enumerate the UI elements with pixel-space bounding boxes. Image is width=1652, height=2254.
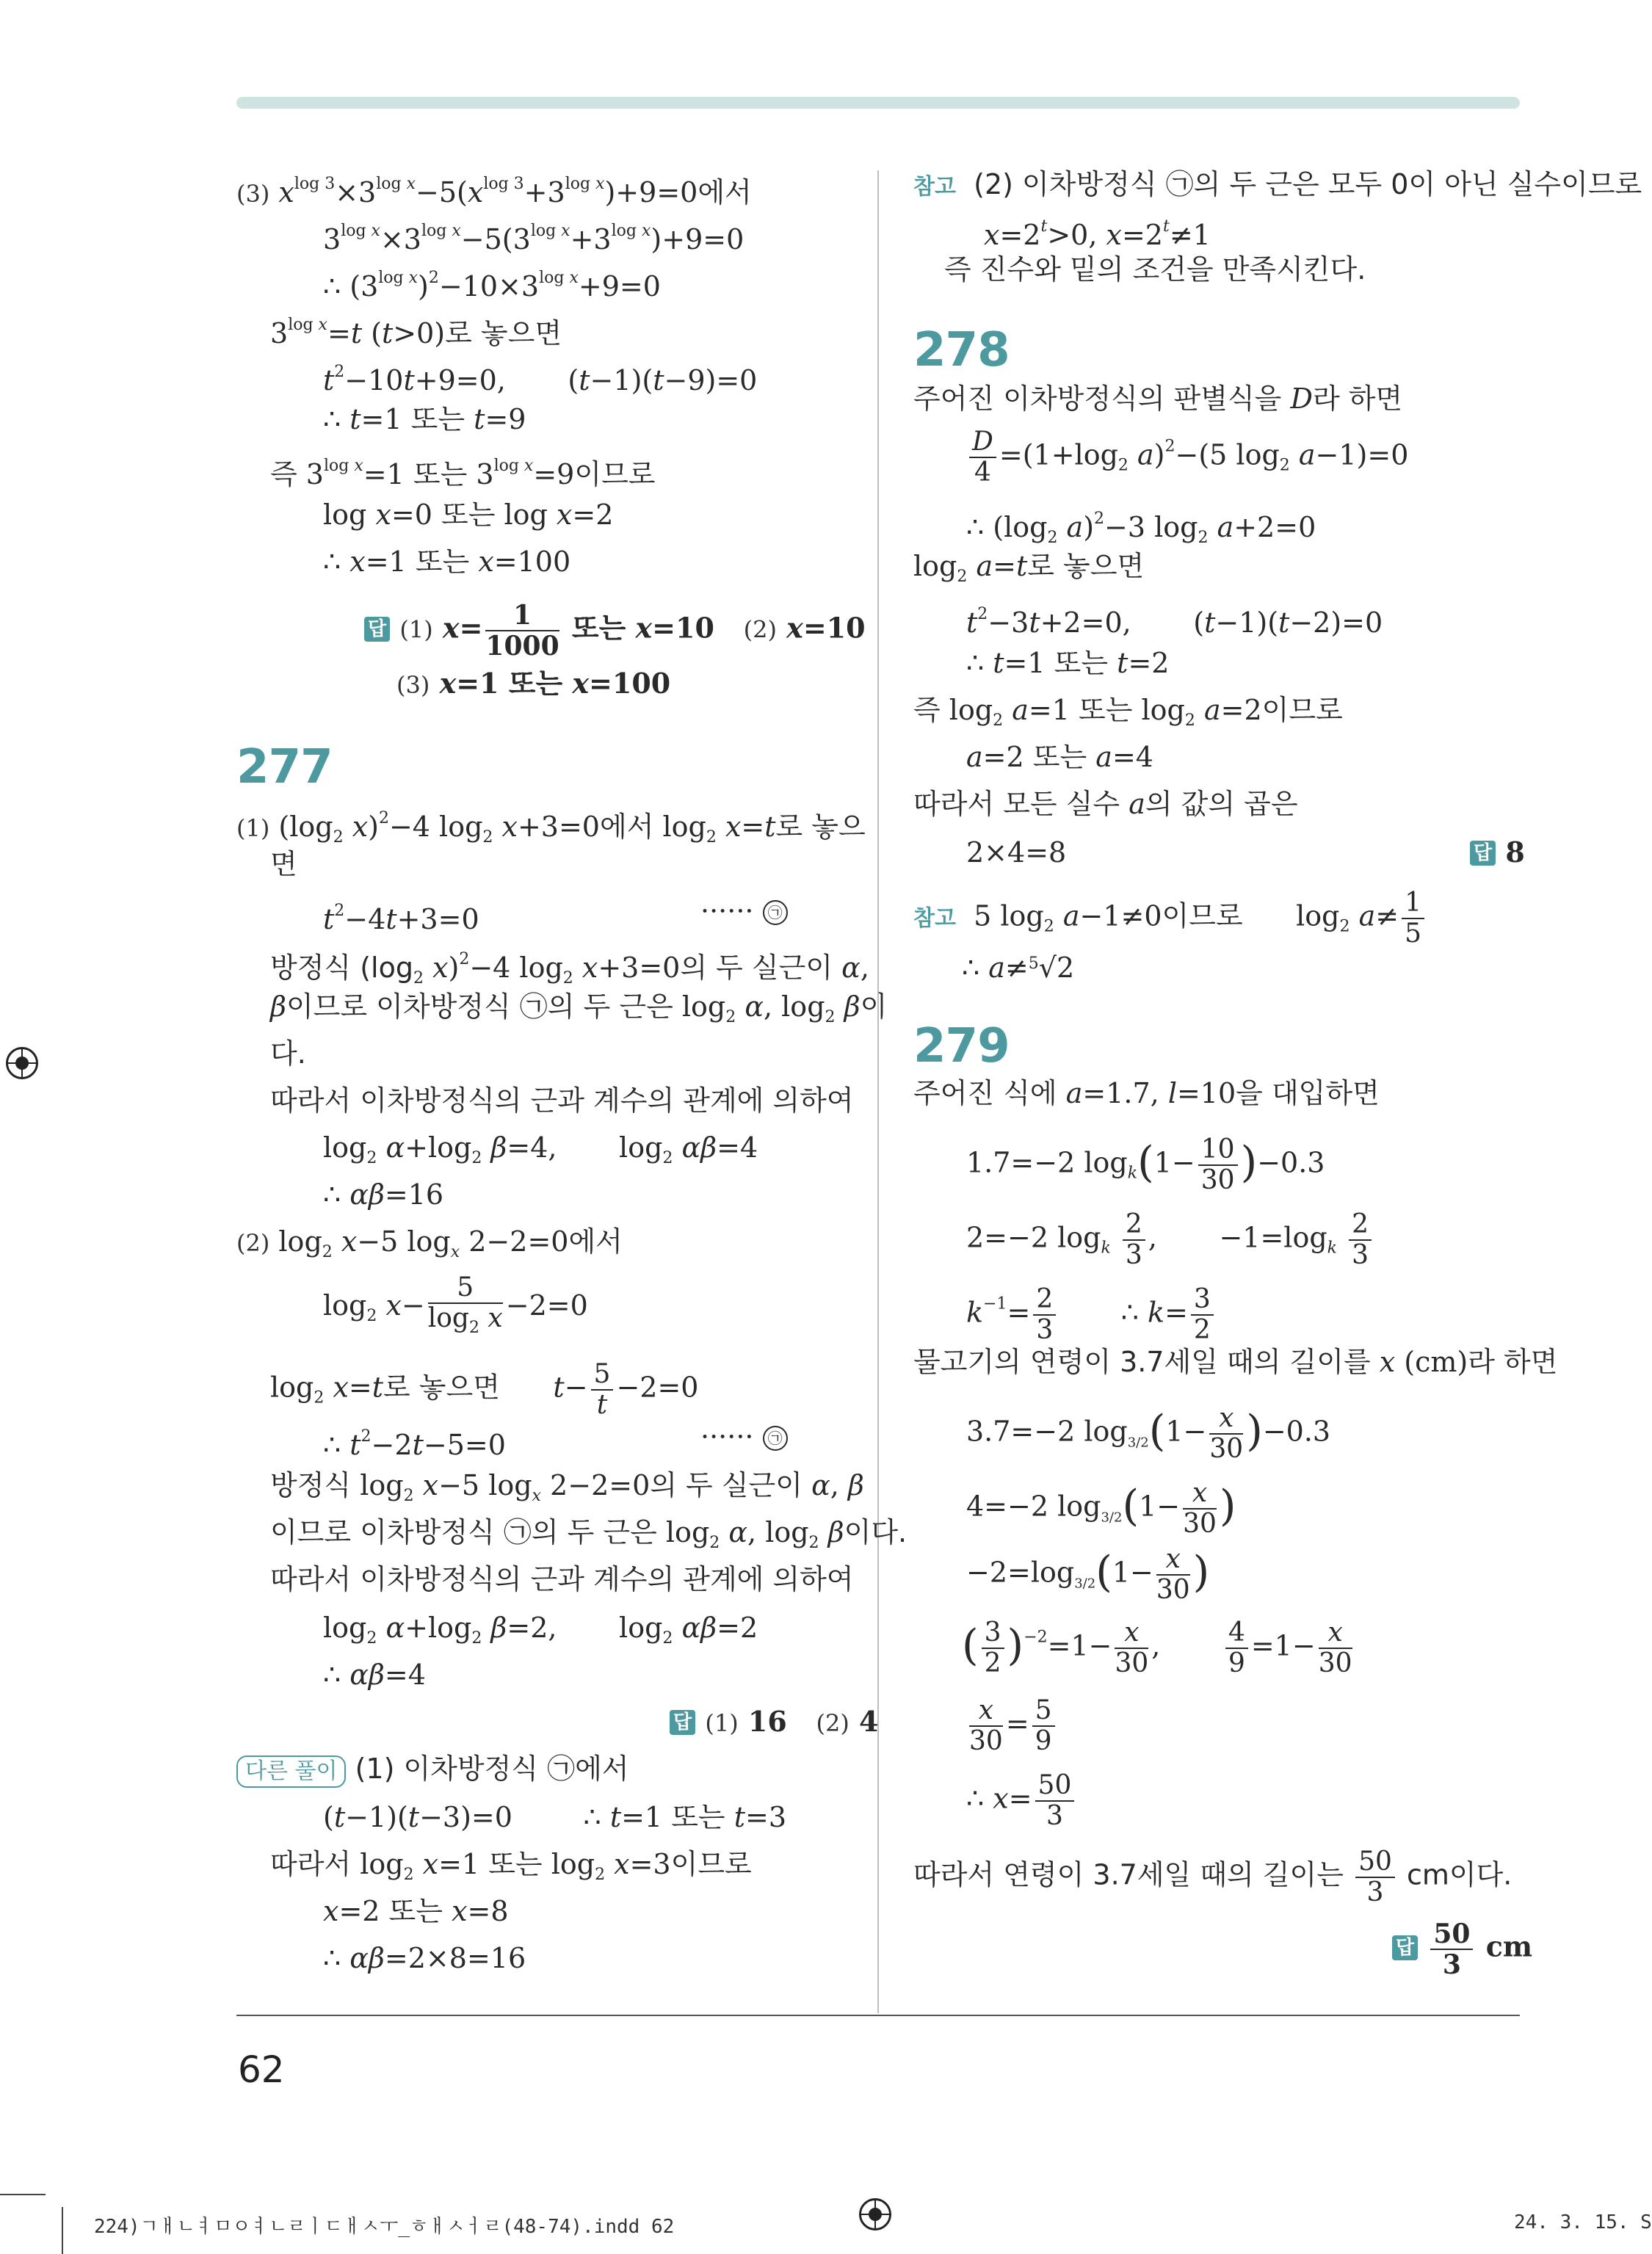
eq-278-line10: 2×4=8 (966, 836, 1067, 869)
eq-277-1-line2: $t^2-4t+3=0$ ······ ㉠ (323, 894, 479, 936)
eq-277-2-line7: 따라서 이차방정식의 근과 계수의 관계에 의하여 (270, 1563, 854, 1595)
note-label: 참고 (913, 174, 956, 200)
header-bar (236, 97, 1520, 109)
answer-279: 답 $\frac{50}{3}$ cm (1392, 1919, 1532, 1979)
eq-278-line6: ∴ t=1 또는 t=2 (966, 647, 1170, 679)
eq-279-line6: 3.7=−2 $\log_{3/2}(1-$ $\frac{x}{30}$ )−0.3 (966, 1403, 1331, 1464)
eq-277-1-line3: 방정식 ($\log_2$ x)$^2$−4 $\log_2 x+3=0$의 두 실근이 α, (270, 950, 869, 988)
note-278-line2: ∴ a≠$^5$√2 (962, 952, 1075, 984)
alt-277-line2: 따라서 $\log_2 x=1$ 또는 $\log_2 x=3$이므로 (270, 1848, 752, 1884)
eq-277-2-line2: $\log_2 x-$ $\frac{5}{\log_2 x}$ −2=0 (323, 1272, 588, 1337)
answer-277: 답 (1) 16 (2) 4 (670, 1705, 879, 1740)
answer-278: 답 8 (1470, 836, 1525, 869)
eq-279-line2: 1.7=−2 $\log_k(1-$ $\frac{10}{30}$ )−0.3 (966, 1134, 1325, 1195)
circle-marker: ㉠ (763, 900, 788, 925)
eq-277-1-line5: 다. (270, 1037, 306, 1070)
eq-277-1-line1b: 면 (270, 848, 297, 880)
circle-marker: ㉠ (763, 1426, 788, 1451)
eq-277-1-line4: β이므로 이차방정식 ㉠의 두 근은 $\log_2 \alpha$, $\log_2 \beta$이 (270, 990, 888, 1026)
note-276-line3: 즉 진수와 밑의 조건을 만족시킨다. (944, 253, 1366, 286)
alt-solution-277: 다른 풀이 (1) 이차방정식 ㉠에서 (236, 1752, 629, 1788)
eq-278-line9: 따라서 모든 실수 a의 값의 곱은 (913, 788, 1298, 820)
problem-number-278: 278 (913, 323, 1010, 377)
problem-number-277: 277 (236, 740, 333, 794)
eq-277-2-line4: ∴ $t^2-2t-5=0$ ······ ㉠ (323, 1420, 506, 1462)
eq-276-3-line6: ∴ t=1 또는 t=9 (323, 403, 526, 435)
eq-277-2-line6: 이므로 이차방정식 ㉠의 두 근은 $\log_2 \alpha$, $\log_2 \beta$이다. (270, 1516, 907, 1552)
footer-rule (236, 2015, 1520, 2016)
eq-278-line3: ∴ ($\log_2$ a)$^2$−3 $\log_2 a+2=0$ (966, 510, 1316, 547)
eq-278-line1: 주어진 이차방정식의 판별식을 D라 하면 (913, 383, 1403, 415)
eq-277-1-line7: $\log_2 \alpha+\log_2$ β=4, $\log_2 \alpha\beta=4$ (323, 1131, 758, 1167)
eq-276-3-line8: log x=0 또는 log x=2 (323, 499, 614, 531)
eq-277-1-line6: 따라서 이차방정식의 근과 계수의 관계에 의하여 (270, 1084, 854, 1117)
eq-278-line8: a=2 또는 a=4 (966, 741, 1153, 773)
note-276: 참고 (2) 이차방정식 ㉠의 두 근은 모두 0이 아닌 실수이므로 (913, 168, 1642, 200)
answer-276-line1: 답 (1) x= $\frac{1}{1000}$ 또는 x=10 (2) x=10 (364, 601, 866, 661)
eq-276-3-line5: $t^2-10t+9=0$, (t−1)(t−9)=0 (323, 363, 758, 396)
note-278: 참고 5 $\log_2 a-1\ne 0$이므로 $\log_2 a\ne$ $\frac{1}{5}$ (913, 888, 1427, 949)
eq-279-line8: $-2=\log_{3/2}(1-$ $\frac{x}{30}$ ) (966, 1544, 1210, 1605)
footer-file: 224)ㄱㅐㄴㅕㅁㅇㅕㄴㄹㅣㄷㅐㅅㅜ_ㅎㅐㅅㅓㄹ(48-74).indd 62 (94, 2216, 675, 2238)
problem-number-279: 279 (913, 1019, 1010, 1073)
eq-277-2-line5: 방정식 $\log_2 x-5$ $\log_x 2-2=0$의 두 실근이 α, β (270, 1469, 864, 1505)
eq-277-2-line1: (2) $\log_2 x-5$ $\log_x 2-2=0$에서 (236, 1225, 623, 1261)
answer-badge: 답 (670, 1710, 695, 1735)
page-number: 62 (238, 2048, 285, 2091)
answer-badge: 답 (1392, 1935, 1418, 1960)
note-label: 참고 (913, 905, 956, 932)
eq-276-3-line3: ∴ $(3^{log x})^2-10\times 3^{log x}+9=0$ (323, 269, 661, 302)
registration-mark-icon (6, 1047, 38, 1079)
eq-278-line2: $\frac{D}{4}$ $=(1+\log_2$ a)$^2$−(5 $\log_2 a-1)=0$ (966, 427, 1408, 488)
eq-277-1-line1: (1) ($\log_2$ x)$^2$−4 $\log_2 x+3=0$에서 $\log_2 x=t$로 놓으 (236, 809, 866, 847)
answer-badge: 답 (1470, 841, 1496, 866)
eq-277-2-line9: ∴ αβ=4 (323, 1659, 426, 1691)
alt-solution-label: 다른 풀이 (236, 1755, 346, 1788)
eq-279-line1: 주어진 식에 a=1.7, l=10을 대입하면 (913, 1077, 1380, 1109)
answer-276-line2: (3) x=1 또는 x=100 (396, 667, 671, 700)
eq-279-line10: $\frac{x}{30}$ = $\frac{5}{9}$ (966, 1696, 1058, 1756)
eq-276-3-line4: $3^{log x}=t$ (t>0)로 놓으면 (270, 316, 562, 349)
alt-277-line1: (t−1)(t−3)=0 ∴ t=1 또는 t=3 (323, 1801, 787, 1833)
eq-279-line11: ∴ x= $\frac{50}{3}$ (966, 1771, 1077, 1831)
answer-badge: 답 (364, 617, 390, 642)
eq-276-3-line9: ∴ x=1 또는 x=100 (323, 546, 571, 578)
eq-276-3-line7: 즉 $3^{log x}=1$ 또는 $3^{log x}=9$이므로 (270, 457, 656, 490)
alt-277-line3: x=2 또는 x=8 (323, 1895, 509, 1927)
eq-276-3-line1: (3) $x^{log 3}\times 3^{log x}-5(x^{log 3}+3^{log x})+9=0$에서 (236, 175, 752, 209)
eq-277-2-line8: $\log_2 \alpha+\log_2$ β=2, $\log_2 \alpha\beta=2$ (323, 1612, 758, 1648)
eq-279-line12: 따라서 연령이 3.7세일 때의 길이는 $\frac{50}{3}$ cm이다. (913, 1847, 1512, 1907)
alt-277-line4: ∴ αβ=2×8=16 (323, 1942, 526, 1974)
eq-278-line4: $\log_2 a=t$로 놓으면 (913, 550, 1145, 586)
footer-date: 24. 3. 15. S (1514, 2211, 1652, 2233)
eq-279-line3: 2=−2 $\log_k$ $\frac{2}{3}$ , $-1=\log_k$ $\frac{2}{3}$ (966, 1210, 1374, 1270)
eq-279-line4: $k^{-1}=$ $\frac{2}{3}$ ∴ k= $\frac{3}{2}$ (966, 1285, 1217, 1345)
crop-mark (62, 2207, 63, 2254)
crop-mark (0, 2194, 46, 2195)
eq-279-line5: 물고기의 연령이 3.7세일 때의 길이를 x (cm)라 하면 (913, 1346, 1558, 1378)
eq-277-1-line8: ∴ αβ=16 (323, 1178, 444, 1211)
note-276-line2: $x=2^t>0$, $x=2^t\ne 1$ (984, 217, 1211, 251)
eq-277-2-line3: $\log_2 x=t$로 놓으면 t− $\frac{5}{t}$ −2=0 (270, 1359, 699, 1420)
eq-279-line9: ( $\frac{3}{2}$ )$^{-2}$=1− $\frac{x}{30}$ , $\frac{4}{9}$ =1− $\frac{x}{30}$ (962, 1617, 1352, 1678)
eq-279-line7: 4=−2 $\log_{3/2}(1-$ $\frac{x}{30}$ ) (966, 1478, 1236, 1539)
eq-278-line5: $t^2-3t+2=0$, (t−1)(t−2)=0 (966, 605, 1383, 639)
eq-278-line7: 즉 $\log_2 a=1$ 또는 $\log_2 a=2$이므로 (913, 694, 1343, 730)
registration-mark-icon (859, 2198, 891, 2231)
eq-276-3-line2: $3^{log x}\times 3^{log x}-5(3^{log x}+3^{log x})+9=0$ (323, 222, 745, 256)
